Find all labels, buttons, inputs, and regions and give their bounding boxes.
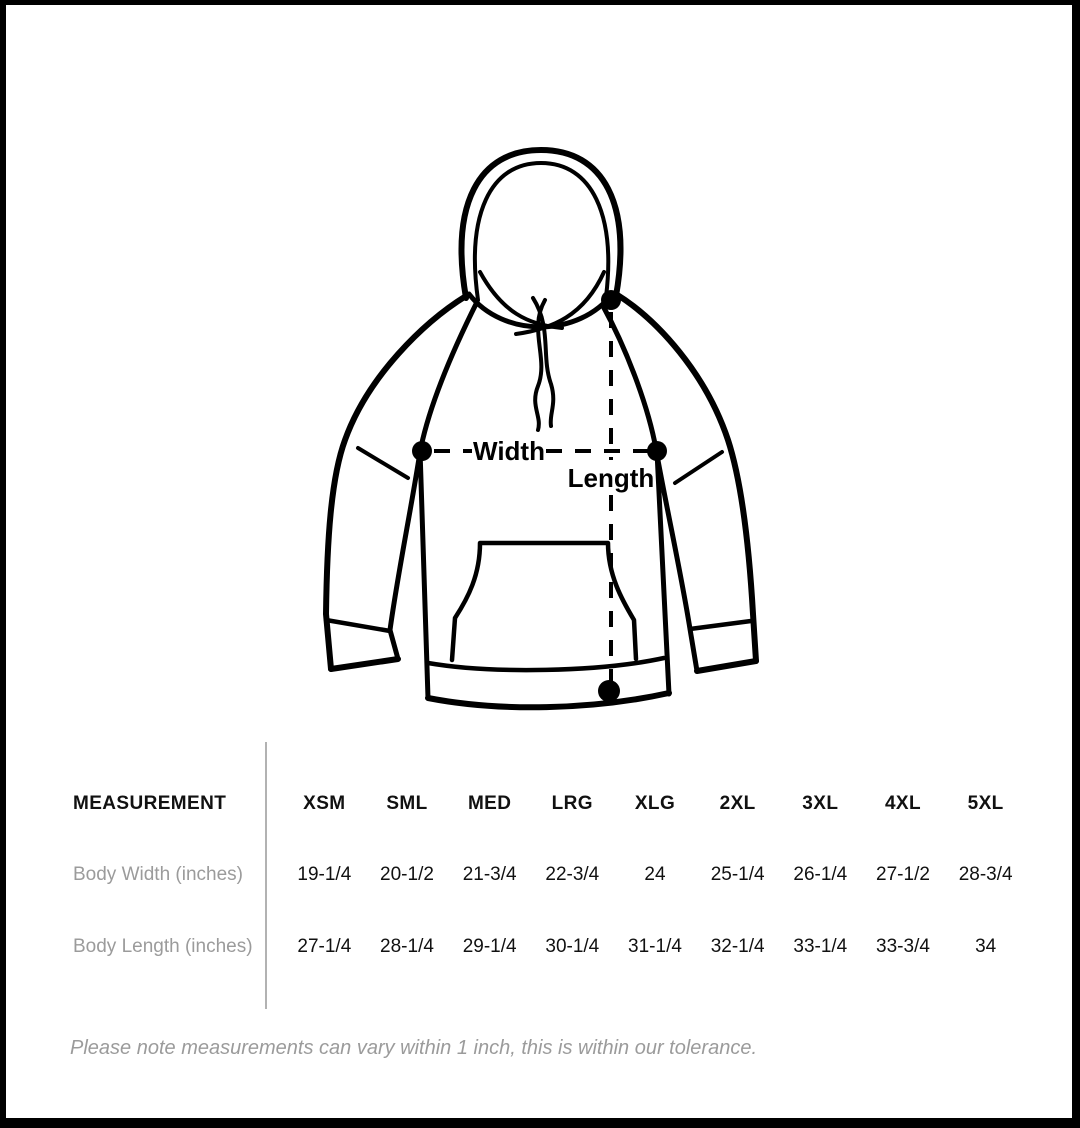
measurement-column-header: MEASUREMENT [73,793,227,814]
right-armpit-marker-dot [647,441,667,461]
body-length-value: 33-1/4 [793,936,848,957]
body-length-value: 34 [975,936,997,957]
body-length-value: 30-1/4 [545,936,600,957]
body-length-row-label: Body Length (inches) [73,936,253,957]
body-width-value: 25-1/4 [710,864,765,885]
left-sleeve-inner-edge [390,452,420,659]
body-length-row [283,936,1027,958]
right-cuff-bottom-edge [697,661,756,671]
size-header: LRG [551,793,593,814]
size-header: 3XL [802,793,839,814]
body-width-value: 22-3/4 [545,864,600,885]
table-divider [265,742,267,1009]
body-length-value: 31-1/4 [628,936,682,957]
left-sleeve-outer-edge [326,296,466,669]
right-cuff-seam [690,621,751,629]
left-cuff-bottom-edge [331,659,398,669]
tolerance-note: Please note measurements can vary within 1 inch, this is within our tolerance. [70,1037,758,1059]
width-measure-label: Width [473,436,545,466]
body-width-value: 27-1/2 [876,864,930,885]
body-width-value: 19-1/4 [297,864,352,885]
hem-marker-dot [598,680,620,702]
left-cuff-seam [326,620,390,631]
size-header: 5XL [967,793,1004,814]
hood-inner-outline [475,163,608,300]
body-width-value: 26-1/4 [793,864,848,885]
left-underarm-crease [358,448,408,478]
length-measure-label: Length [567,463,655,493]
body-length-value: 29-1/4 [462,936,517,957]
hem-band-seam [428,658,664,670]
body-width-value: 24 [644,864,666,885]
shoulder-marker-dot [601,290,621,310]
size-header-row [283,793,1027,815]
body-length-value: 33-3/4 [876,936,930,957]
body-length-value: 28-1/4 [380,936,434,957]
hood-opening-left-edge [480,272,562,328]
body-width-value: 21-3/4 [462,864,517,885]
kangaroo-pocket [452,543,636,660]
body-left-edge [420,450,428,698]
size-header: MED [467,793,512,814]
size-header: 2XL [719,793,756,814]
hood-outer-outline [462,150,621,298]
body-width-row-label: Body Width (inches) [73,864,244,885]
body-width-value: 28-3/4 [958,864,1013,885]
body-width-row [283,864,1027,886]
body-width-value: 20-1/2 [380,864,434,885]
size-header: XLG [634,793,676,814]
size-header: SML [386,793,428,814]
body-length-value: 27-1/4 [297,936,352,957]
hem-bottom-edge [428,693,669,707]
left-armpit-marker-dot [412,441,432,461]
body-length-value: 32-1/4 [710,936,765,957]
size-header: 4XL [884,793,922,814]
size-header: XSM [303,793,346,814]
right-underarm-crease [675,452,722,483]
